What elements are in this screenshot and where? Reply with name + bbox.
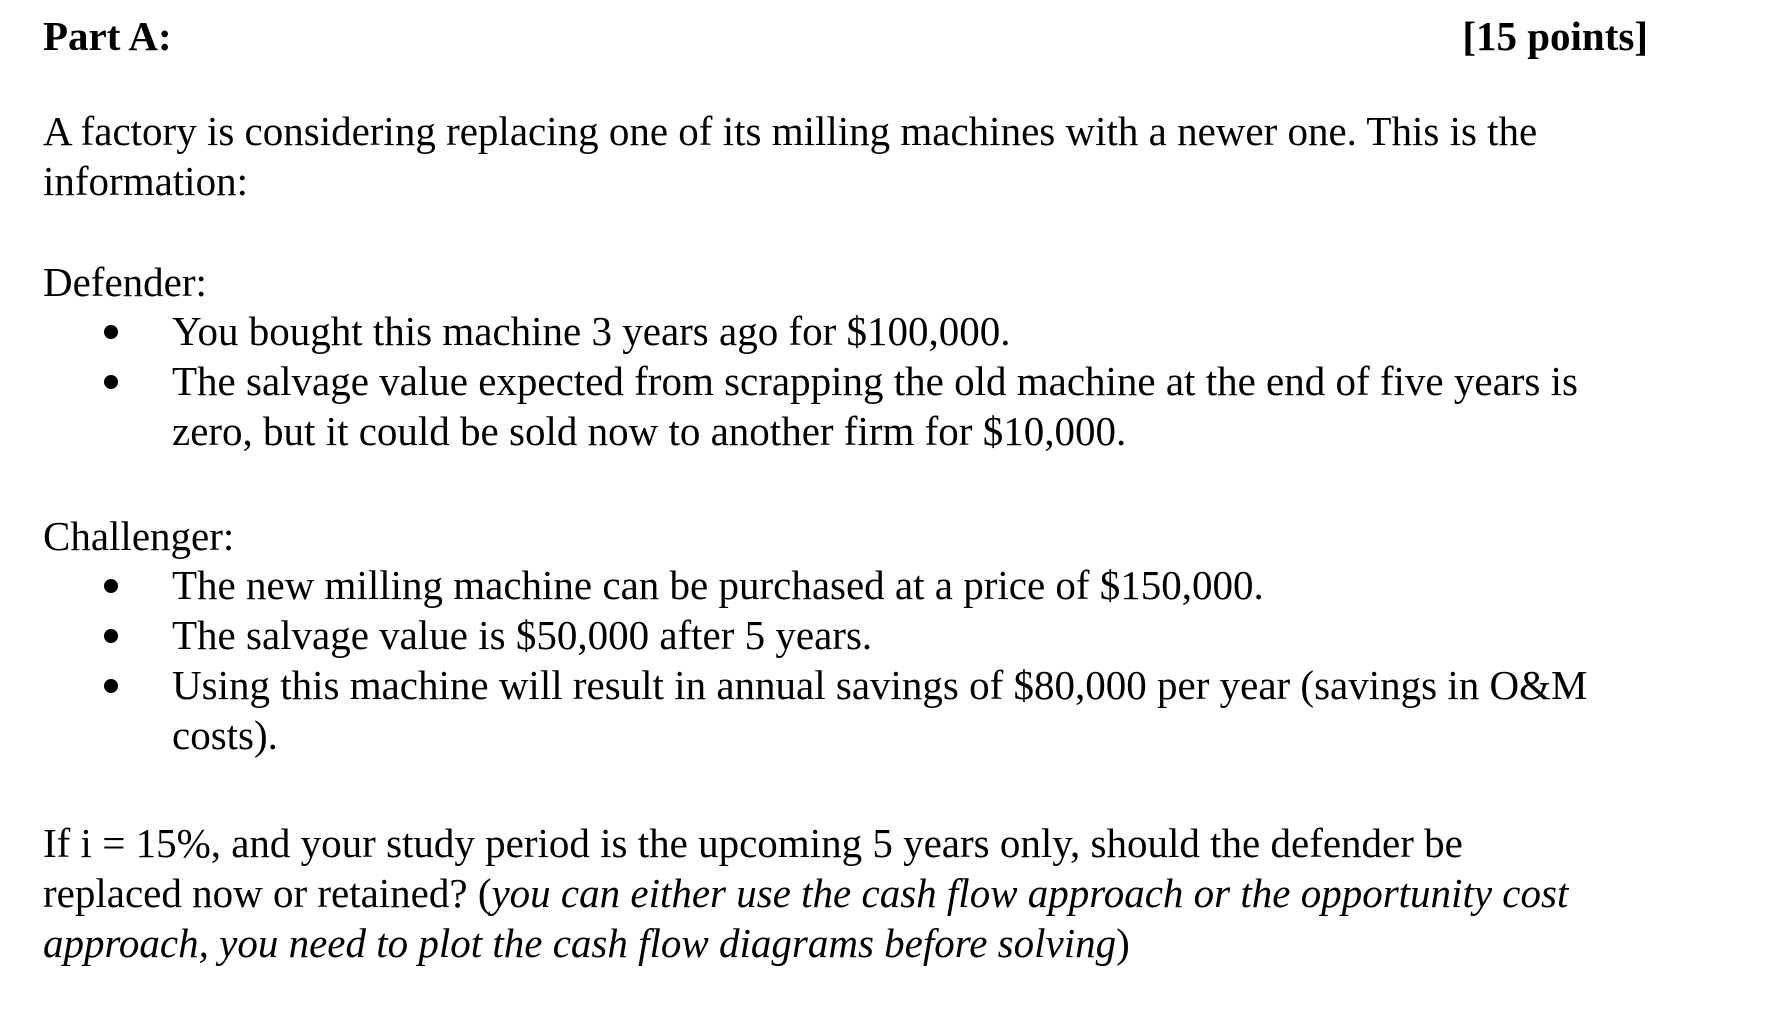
question-line-2-italic: you can either use the cash flow approach or the opportunity cost: [491, 870, 1569, 916]
question-line-2-text: replaced now or retained? (: [43, 870, 492, 916]
intro-line-2: information:: [43, 158, 248, 204]
intro-paragraph: [43, 106, 1703, 206]
question-paragraph: [43, 818, 1703, 968]
list-item-text: The salvage value expected from scrapping the old machine at the end of five years is: [172, 358, 1578, 404]
list-item-text-continued: zero, but it could be sold now to another firm for $10,000.: [172, 408, 1127, 454]
list-item: [0, 356, 1700, 456]
points-label: [15 points]: [1462, 13, 1648, 59]
bullet-icon: [104, 325, 118, 339]
question-line-3-text: ): [1116, 920, 1130, 966]
list-item-text: The new milling machine can be purchased at a price of $150,000.: [172, 562, 1264, 608]
intro-line-1: A factory is considering replacing one of its milling machines with a newer one. This is the: [43, 108, 1538, 154]
question-line-2: [43, 868, 1703, 918]
challenger-heading: Challenger:: [43, 513, 235, 559]
list-item-text-continued: costs).: [172, 712, 278, 758]
list-item-text: The salvage value is $50,000 after 5 years.: [172, 612, 873, 658]
defender-list: [0, 306, 1700, 456]
challenger-list: [0, 560, 1700, 760]
list-item-text: You bought this machine 3 years ago for $100,000.: [172, 308, 1011, 354]
question-line-3: [43, 918, 1703, 968]
bullet-icon: [104, 679, 118, 693]
list-item: [0, 306, 1700, 356]
question-line-1: If i = 15%, and your study period is the upcoming 5 years only, should the defender be: [43, 820, 1463, 866]
defender-heading: Defender:: [43, 259, 207, 305]
list-item: [0, 660, 1700, 760]
bullet-icon: [104, 579, 118, 593]
part-title: Part A:: [43, 13, 172, 59]
list-item: [0, 560, 1700, 610]
bullet-icon: [104, 375, 118, 389]
list-item: [0, 610, 1700, 660]
list-item-text: Using this machine will result in annual savings of $80,000 per year (savings in O&M: [172, 662, 1588, 708]
header-row: [43, 8, 1648, 64]
bullet-icon: [104, 629, 118, 643]
question-line-3-italic: approach, you need to plot the cash flow diagrams before solving: [43, 920, 1117, 966]
